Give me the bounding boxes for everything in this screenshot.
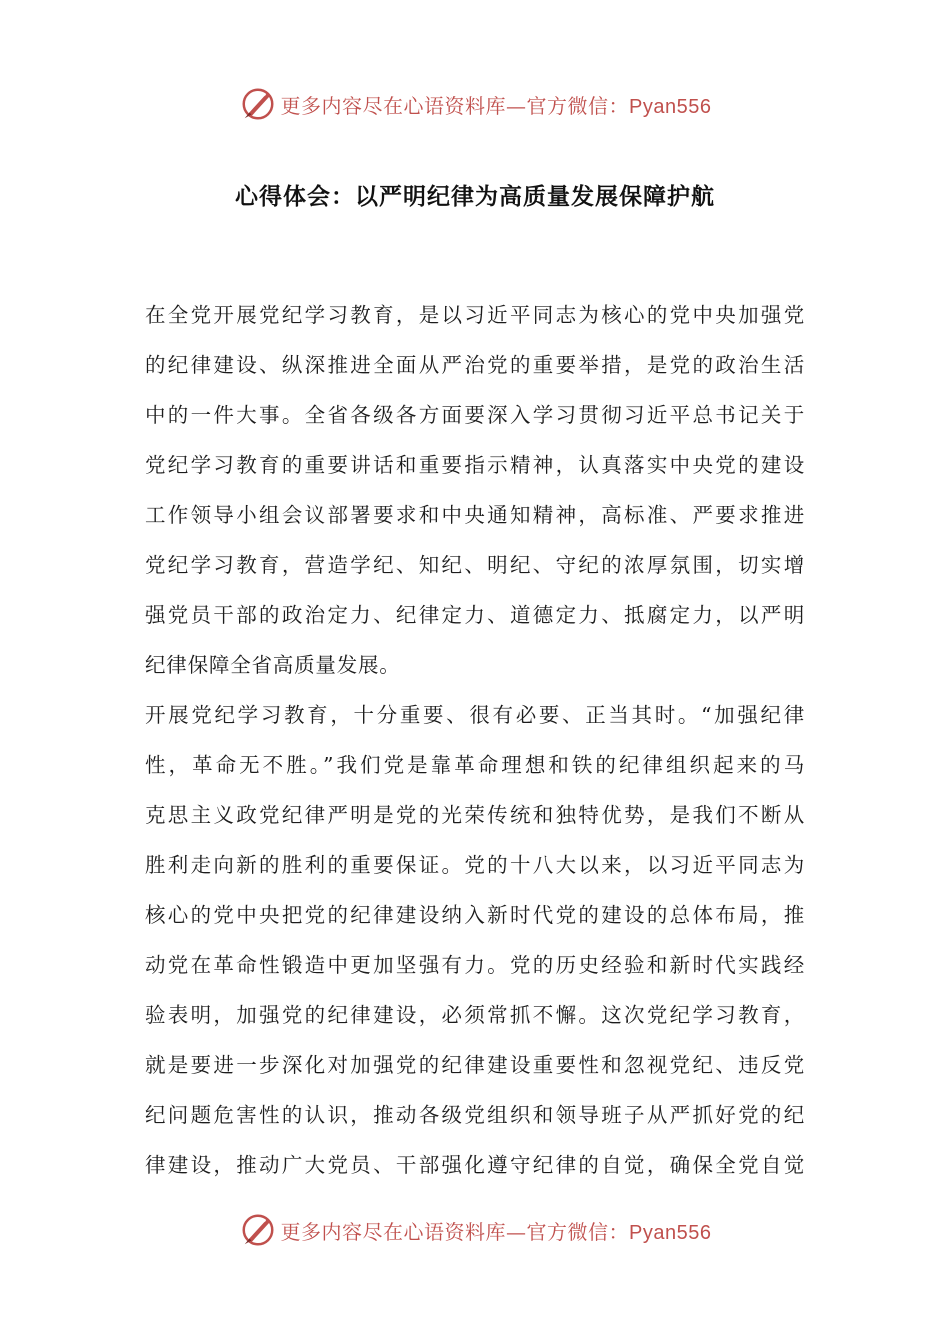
body-line: 验表明，加强党的纪律建设，必须常抓不懈。这次党纪学习教育， — [145, 1003, 805, 1027]
body-line: 纪律保障全省高质量发展。 — [145, 653, 401, 677]
body-line: 的纪律建设、纵深推进全面从严治党的重要举措，是党的政治生活 — [145, 353, 805, 377]
body-line: 动党在革命性锻造中更加坚强有力。党的历史经验和新时代实践经 — [145, 953, 805, 977]
footer-banner-text: 更多内容尽在心语资料库—官方微信：Pyan556 — [280, 1219, 712, 1244]
article-body — [145, 290, 805, 1190]
body-line: 核心的党中央把党的纪律建设纳入新时代党的建设的总体布局，推 — [145, 903, 805, 927]
body-line: 克思主义政党纪律严明是党的光荣传统和独特优势，是我们不断从 — [145, 803, 805, 827]
body-line: 胜利走向新的胜利的重要保证。党的十八大以来，以习近平同志为 — [145, 853, 805, 877]
body-line: 律建设，推动广大党员、干部强化遵守纪律的自觉，确保全党自觉 — [145, 1153, 805, 1177]
body-line: 工作领导小组会议部署要求和中央通知精神，高标准、严要求推进 — [145, 503, 805, 527]
body-line: 中的一件大事。全省各级各方面要深入学习贯彻习近平总书记关于 — [145, 403, 805, 427]
page-title: 心得体会：以严明纪律为高质量发展保障护航 — [235, 184, 715, 210]
body-line: 强党员干部的政治定力、纪律定力、道德定力、抵腐定力，以严明 — [145, 603, 805, 627]
body-line: 纪问题危害性的认识，推动各级党组织和领导班子从严抓好党的纪 — [145, 1103, 805, 1127]
body-line: 在全党开展党纪学习教育，是以习近平同志为核心的党中央加强党 — [145, 303, 805, 327]
body-line: 性，革命无不胜。”我们党是靠革命理想和铁的纪律组织起来的马 — [145, 753, 805, 777]
body-line: 就是要进一步深化对加强党的纪律建设重要性和忽视党纪、违反党 — [145, 1053, 805, 1077]
body-line: 党纪学习教育的重要讲话和重要指示精神，认真落实中央党的建设 — [145, 453, 805, 477]
body-line: 开展党纪学习教育，十分重要、很有必要、正当其时。“加强纪律 — [145, 703, 805, 727]
footer-banner — [0, 1210, 950, 1250]
quill-logo-icon — [239, 1211, 277, 1249]
header-banner — [0, 84, 950, 124]
quill-logo-icon — [239, 85, 277, 123]
body-line: 党纪学习教育，营造学纪、知纪、明纪、守纪的浓厚氛围，切实增 — [145, 553, 805, 577]
header-banner-text: 更多内容尽在心语资料库—官方微信：Pyan556 — [280, 93, 712, 118]
